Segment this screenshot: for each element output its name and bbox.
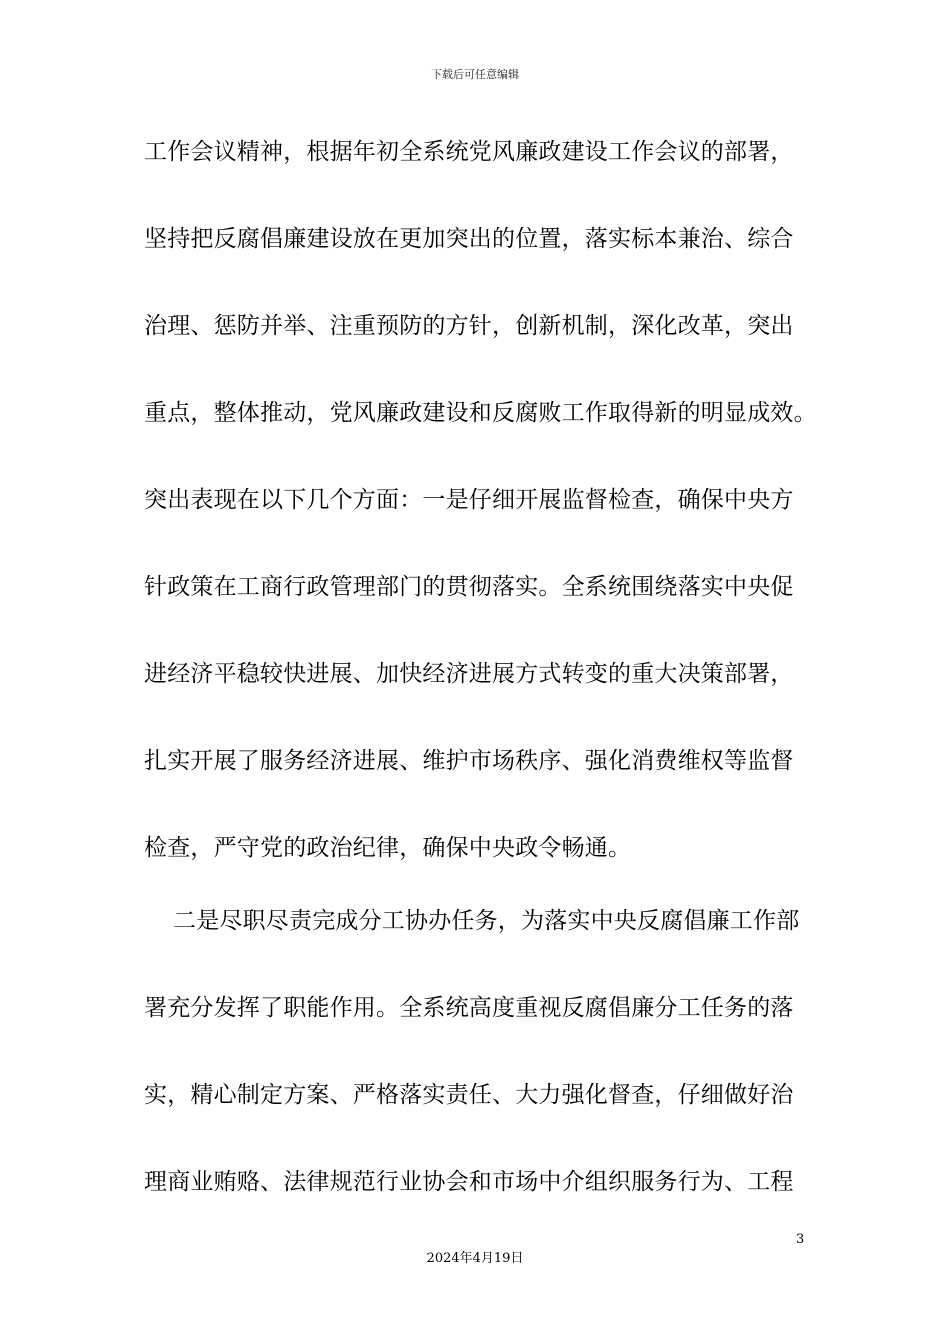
footer-date: 2024年4月19日 <box>426 1251 524 1266</box>
text-line: 进经济平稳较快进展、加快经济进展方式转变的重大决策部署， <box>144 661 794 687</box>
page-number: 3 <box>796 1232 805 1247</box>
text-line: 坚持把反腐倡廉建设放在更加突出的位置，落实标本兼治、综合 <box>144 226 794 252</box>
paragraph-first-line: 二是尽职尽责完成分工协办任务，为落实中央反腐倡廉工作部 <box>173 908 800 934</box>
text-line: 针政策在工商行政管理部门的贯彻落实。全系统围绕落实中央促 <box>144 574 794 600</box>
page-header: 下载后可任意编辑 <box>431 68 519 81</box>
text-line: 检查，严守党的政治纪律，确保中央政令畅通。 <box>144 835 632 861</box>
text-line: 署充分发挥了职能作用。全系统高度重视反腐倡廉分工任务的落 <box>144 995 794 1021</box>
text-line: 重点，整体推动，党风廉政建设和反腐败工作取得新的明显成效。 <box>144 400 817 426</box>
text-line: 工作会议精神，根据年初全系统党风廉政建设工作会议的部署， <box>144 139 794 165</box>
text-line: 理商业贿赂、法律规范行业协会和市场中介组织服务行为、工程 <box>144 1169 794 1195</box>
text-line: 扎实开展了服务经济进展、维护市场秩序、强化消费维权等监督 <box>144 748 794 774</box>
text-line: 突出表现在以下几个方面：一是仔细开展监督检查，确保中央方 <box>144 487 794 513</box>
text-line: 治理、惩防并举、注重预防的方针，创新机制，深化改革，突出 <box>144 313 794 339</box>
text-line: 实，精心制定方案、严格落实责任、大力强化督查，仔细做好治 <box>144 1082 794 1108</box>
